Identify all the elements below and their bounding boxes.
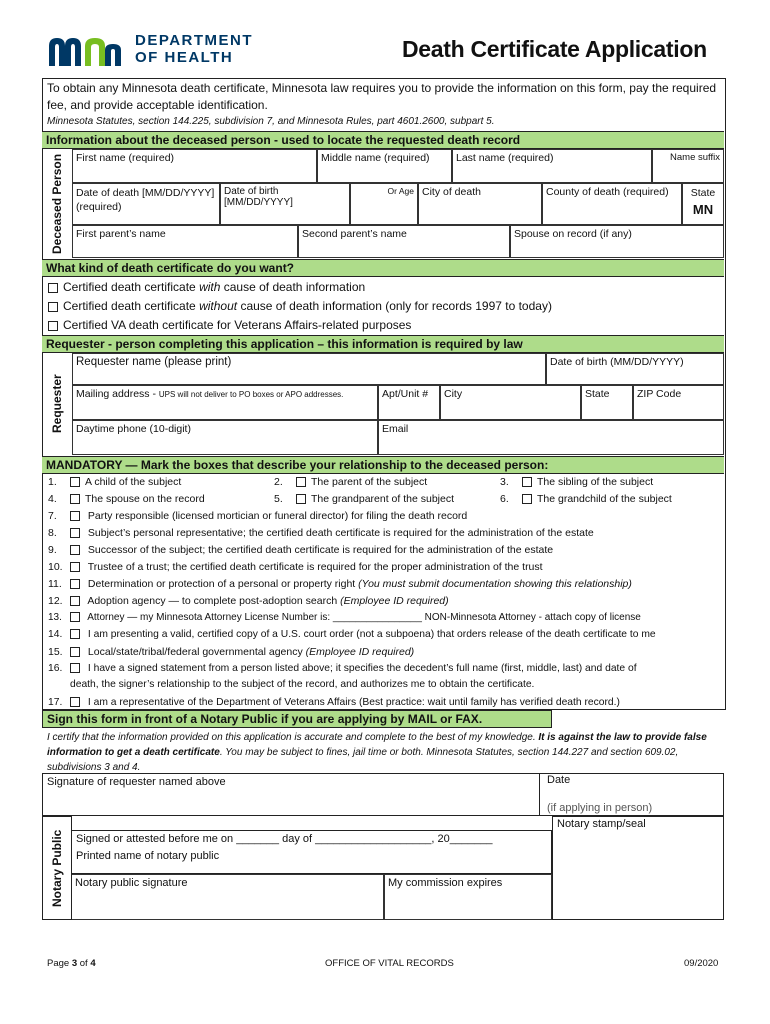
num-6: 6. (500, 493, 509, 505)
relationship-10[interactable] (48, 561, 543, 573)
label-9: Successor of the subject; the certified death certificate is required for the administration of the estate (87, 544, 554, 556)
relationship-1[interactable] (48, 476, 181, 488)
requester-state-label: State (585, 388, 610, 400)
county-of-death-field[interactable] (542, 183, 682, 225)
city-of-death-label: City of death (422, 186, 481, 198)
in-person-note: (if applying in person) (547, 802, 653, 814)
label-16a: I have a signed statement from a person listed above; it specifies the decedent’s full name (first, middle, last) and date of (87, 663, 637, 674)
revision-date: 09/2020 (684, 958, 719, 969)
intro-statute: Minnesota Statutes, section 144.225, subdivision 7, and Minnesota Rules, part 4601.2600, subpart 5. (47, 116, 495, 127)
date-of-birth-label: Date of birth [MM/DD/YYYY] (224, 186, 293, 208)
num-17: 17. (48, 697, 63, 708)
relationship-8[interactable] (48, 527, 594, 539)
logo-line-2: OF HEALTH (135, 49, 234, 66)
second-parent-field[interactable] (298, 225, 510, 258)
checkbox-2[interactable] (296, 477, 306, 487)
page-title: Death Certificate Application (402, 36, 707, 62)
first-parent-label: First parent’s name (76, 228, 166, 240)
checkbox-14[interactable] (70, 629, 80, 639)
page-d: 4 (90, 958, 96, 969)
relationship-11[interactable] (48, 578, 632, 590)
mn-logo-icon (47, 32, 127, 68)
middle-name-field[interactable] (317, 149, 452, 183)
note-12: (Employee ID required) (340, 595, 449, 607)
or-age-label: Or Age (387, 186, 414, 196)
date-of-death-field[interactable] (72, 183, 220, 225)
certify-c: . You may be subject to fines, jail time or both. Minnesota Statutes, section 144.227 and section 609.02, subdivisions 3 and 4. (47, 747, 679, 773)
label-7: Party responsible (licensed mortician or funeral director) for filing the death record (87, 510, 468, 522)
certify-b: It is against the law to provide false information to get a death certificate (47, 732, 707, 758)
requester-name-label: Requester name (please print) (76, 356, 232, 368)
num-15: 15. (48, 646, 63, 658)
age-field[interactable] (350, 183, 418, 225)
first-name-field[interactable] (72, 149, 317, 183)
requester-name-field[interactable] (72, 353, 546, 385)
label-6: The grandchild of the subject (537, 493, 672, 505)
name-suffix-label: Name suffix (670, 152, 720, 163)
notary-signature-field[interactable] (72, 874, 384, 920)
label-12: Adoption agency — to complete post-adoption search (87, 595, 341, 607)
state-field (682, 183, 724, 225)
relationship-4[interactable] (48, 493, 205, 505)
page-number (47, 958, 96, 969)
label-15: Local/state/tribal/federal governmental agency (87, 646, 306, 658)
num-7: 7. (48, 510, 57, 522)
state-label: State (690, 187, 716, 199)
date-label: Date (547, 774, 571, 786)
relationship-16[interactable] (48, 663, 637, 674)
label-11: Determination or protection of a personal or property right (87, 578, 359, 590)
apt-field[interactable] (378, 385, 440, 420)
checkbox-9[interactable] (70, 545, 80, 555)
first-name-label: First name (required) (76, 152, 175, 164)
checkbox-11[interactable] (70, 579, 80, 589)
label-17: I am a representative of the Department of Veterans Affairs (Best practice: wait until family has verified death record.) (87, 697, 620, 708)
relationship-12[interactable] (48, 595, 449, 607)
num-4: 4. (48, 493, 57, 505)
opt1-text-a: Certified death certificate (63, 280, 200, 294)
relationship-13[interactable] (48, 612, 641, 623)
checkbox-4[interactable] (70, 494, 80, 504)
relationship-14[interactable] (48, 629, 656, 640)
checkbox-va[interactable] (48, 321, 58, 331)
intro-text: To obtain any Minnesota death certificate, Minnesota law requires you to provide the information on this form, pay the required fee, and provide acceptable identification. (47, 81, 717, 112)
signature-field[interactable] (42, 773, 540, 816)
label-3: The sibling of the subject (537, 476, 654, 488)
relationship-7[interactable] (48, 510, 467, 522)
label-10: Trustee of a trust; the certified death certificate is required for the proper administration of the trust (87, 561, 543, 573)
middle-name-label: Middle name (required) (321, 152, 430, 164)
relationship-9[interactable] (48, 544, 553, 556)
zip-field[interactable] (633, 385, 724, 420)
page-a: Page (47, 958, 72, 969)
opt1-text-b: with (199, 280, 221, 294)
mailing-address-field[interactable] (72, 385, 378, 420)
notary-stamp-label: Notary stamp/seal (557, 818, 646, 830)
num-13: 13. (48, 612, 62, 623)
num-10: 10. (48, 561, 63, 573)
num-14: 14. (48, 629, 63, 640)
mandatory-section-header: MANDATORY — Mark the boxes that describe your relationship to the deceased person: (42, 456, 724, 474)
notary-signature-label: Notary public signature (75, 877, 188, 889)
page-c: of (77, 958, 91, 969)
sign-section-header: Sign this form in front of a Notary Public if you are applying by MAIL or FAX. (42, 710, 552, 728)
checkbox-15[interactable] (70, 647, 80, 657)
commission-label: My commission expires (388, 877, 503, 889)
label-13: Attorney — my Minnesota Attorney License Number is: ________________ NON-Minnesota Attorney - attach copy of license (87, 612, 641, 623)
city-of-death-field[interactable] (418, 183, 542, 225)
note-11: (You must submit documentation showing this relationship) (358, 578, 632, 590)
deceased-section-header: Information about the deceased person - used to locate the requested death record (42, 131, 724, 149)
opt2-text-b: without (199, 299, 238, 313)
city-field[interactable] (440, 385, 581, 420)
checkbox-6[interactable] (522, 494, 532, 504)
num-11: 11. (48, 578, 62, 590)
date-of-birth-field[interactable] (220, 183, 350, 225)
spouse-label: Spouse on record (if any) (514, 228, 632, 240)
checkbox-13[interactable] (70, 612, 80, 622)
requester-dob-label: Date of birth (MM/DD/YYYY) (550, 356, 684, 368)
kind-section-header: What kind of death certificate do you want? (42, 259, 724, 277)
opt3-text: Certified VA death certificate for Veterans Affairs-related purposes (63, 318, 412, 332)
signature-label: Signature of requester named above (47, 776, 226, 788)
checkbox-5[interactable] (296, 494, 306, 504)
label-4: The spouse on the record (85, 493, 205, 505)
checkbox-3[interactable] (522, 477, 532, 487)
opt2-text-c: cause of death information (only for records 1997 to today) (237, 299, 552, 313)
checkbox-17[interactable] (70, 697, 80, 707)
checkbox-16[interactable] (70, 663, 80, 673)
option-without-cause[interactable] (48, 299, 552, 313)
relationship-16-cont: death, the signer’s relationship to the subject of the record, and authorizes me to obtain the certificate. (70, 679, 535, 690)
printed-name-label: Printed name of notary public (76, 850, 220, 862)
num-1: 1. (48, 476, 57, 488)
relationship-15[interactable] (48, 646, 414, 658)
num-9: 9. (48, 544, 57, 556)
relationship-3[interactable] (500, 476, 653, 488)
relationship-5[interactable] (274, 493, 454, 505)
certify-statement (47, 730, 719, 775)
apt-label: Apt/Unit # (382, 388, 429, 400)
mdh-logo (47, 30, 277, 70)
attested-label: Signed or attested before me on _______ day of ___________________, 20_______ (76, 833, 493, 845)
notary-attested-field[interactable] (72, 830, 552, 874)
name-suffix-field[interactable] (652, 149, 724, 183)
phone-label: Daytime phone (10-digit) (76, 423, 191, 435)
label-2: The parent of the subject (311, 476, 428, 488)
checkbox-8[interactable] (70, 528, 80, 538)
spouse-field[interactable] (510, 225, 724, 258)
option-va[interactable] (48, 318, 411, 332)
option-with-cause[interactable] (48, 280, 365, 294)
num-16: 16. (48, 663, 63, 674)
last-name-field[interactable] (452, 149, 652, 183)
phone-field[interactable] (72, 420, 378, 455)
zip-label: ZIP Code (637, 388, 682, 400)
commission-field[interactable] (384, 874, 552, 920)
opt1-text-c: cause of death information (220, 280, 366, 294)
requester-state-field[interactable] (581, 385, 633, 420)
requester-dob-field[interactable] (546, 353, 724, 385)
second-parent-label: Second parent’s name (302, 228, 407, 240)
certify-a: I certify that the information provided on this application is accurate and complete to the best of my knowledge. (47, 732, 539, 743)
notary-side-label: Notary Public (42, 816, 72, 920)
label-1: A child of the subject (85, 476, 182, 488)
num-8: 8. (48, 527, 57, 539)
checkbox-12[interactable] (70, 596, 80, 606)
date-of-death-required: (required) (76, 201, 122, 213)
num-5: 5. (274, 493, 283, 505)
requester-side-label: Requester (50, 374, 64, 434)
label-5: The grandparent of the subject (311, 493, 455, 505)
office-name: OFFICE OF VITAL RECORDS (325, 958, 454, 969)
email-field[interactable] (378, 420, 724, 455)
date-of-death-label: Date of death [MM/DD/YYYY] (76, 187, 215, 199)
opt2-text-a: Certified death certificate (63, 299, 200, 313)
first-parent-field[interactable] (72, 225, 298, 258)
num-12: 12. (48, 595, 63, 607)
mailing-note: UPS will not deliver to PO boxes or APO addresses. (158, 390, 344, 399)
requester-section-header: Requester - person completing this application – this information is required by law (42, 335, 724, 353)
num-2: 2. (274, 476, 283, 488)
relationship-2[interactable] (274, 476, 427, 488)
num-3: 3. (500, 476, 509, 488)
label-8: Subject’s personal representative; the certified death certificate is required for the administration of the estate (87, 527, 594, 539)
state-value: MN (692, 202, 714, 217)
email-label: Email (382, 423, 409, 435)
last-name-label: Last name (required) (456, 152, 554, 164)
checkbox-1[interactable] (70, 477, 80, 487)
county-of-death-label: County of death (required) (546, 186, 669, 198)
label-14: I am presenting a valid, certified copy of a U.S. court order (not a subpoena) that orders release of the death certificate to me (87, 629, 656, 640)
page-b: 3 (71, 958, 78, 969)
checkbox-without-cause[interactable] (48, 302, 58, 312)
checkbox-7[interactable] (70, 511, 80, 521)
note-15: (Employee ID required) (305, 646, 415, 658)
relationship-6[interactable] (500, 493, 672, 505)
relationship-17[interactable] (48, 697, 620, 708)
logo-line-1: DEPARTMENT (135, 32, 254, 49)
checkbox-with-cause[interactable] (48, 283, 58, 293)
mailing-label: Mailing address - (76, 388, 159, 400)
notary-stamp-field (552, 816, 724, 920)
city-label: City (444, 388, 463, 400)
deceased-side-label: Deceased Person (50, 153, 64, 254)
checkbox-10[interactable] (70, 562, 80, 572)
